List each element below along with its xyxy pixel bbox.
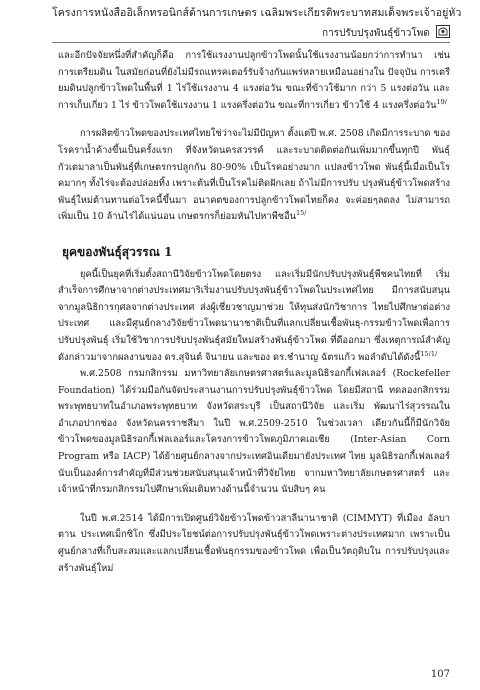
paragraph: ในปี พ.ศ.2514 ได้มีการเปิดศูนย์วิจัยข้าวโพดข้าวสาลีนานาชาติ (CIMMYT) ที่เมือง อัลบาตาน ประเทศเม็กซิโก ซึ่งมีประโยชน์ต่อการปรับปรุงพันธุ์ข้าวโพดเพราะต่างประเทศมาก เพราะเป็นศูนย์กลางที่เก็บสะสมและแลกเปลี่ยนเชื้อพันธุกรรมของข้าวโพด เพื่อเป็นวัตถุดิบใน การปรับปรุงและสร้างพันธุ์ใหม่: [58, 512, 450, 574]
paragraph: พ.ศ.2508 กรมกสิกรรม มหาวิทยาลัยเกษตรศาสตร์และมูลนิธิรอกกี้เฟลเลอร์ (Rockefeller Foundation) ได้ร่วมมือกันจัดประสานงานการปรับปรุงพันธุ์ข้าวโพด โดยมีสถานี ทดลองกสิกรรมพระพุทธบาทในอำเภอพระพุทธบาท จังหวัดสระบุรี เป็นสถานีวิจัย และเริ่ม พัฒนาไร่สุวรรณในอำเภอปากช่อง จังหวัดนครราชสีมา ในปี พ.ศ.2509-2510 ในช่วงเวลา เดียวกันนี้ก็มีนักวิจัยข้าวโพดของมูลนิธิรอกกี้เฟลเลอร์และโครงการข้าวโพดภูมิภาคเอเชีย (Inter-Asian Corn Program หรือ IACP) ได้ย้ายศูนย์กลางจากประเทศอินเดียมายังประเทศ ไทย มูลนิธิรอกกี้เฟลเลอร์นับเป็นองค์การสำคัญที่มีส่วนช่วยสนับสนุนเจ้าหน้าที่วิจัยไทย จากมหาวิทยาลัยเกษตรศาสตร์ และเจ้าหน้าที่กรมกสิกรรมไปศึกษาเพิ่มเติมทางด้านนี้จำนวน นับสิบๆ คน: [58, 368, 450, 496]
page-body: [58, 48, 450, 577]
paragraph: การผลิตข้าวโพดของประเทศไทยใช่ว่าจะไม่มีปัญหา ตั้งแต่ปี พ.ศ. 2508 เกิดมีการระบาด ของโรคราน้ำค้างขึ้นเป็นครั้งแรก ที่จังหวัดนครสวรรค์ และระบาดติดต่อกันเพิ่มมากขึ้นทุกปี พันธุ์กัวเตมาลาเป็นพันธุ์ที่เกษตรกรปลูกกัน 80-90% เป็นโรคอย่างมาก แปลงข้าวโพด พันธุ์นี้เมื่อเป็นโรคมากๆ ทั้งไร่จะต้องปล่อยทิ้ง เพราะต้นที่เป็นโรคไม่ติดฝักเลย ถ้าไม่มีการปรับ ปรุงพันธุ์ข้าวโพดสร้างพันธุ์ใหม่ต้านทานต่อโรคนี้ขึ้นมา อนาคตของการปลูกข้าวโพดไทยก็คง จะค่อยๆลดลง ไม่สามารถเพิ่มเป็น 10 ล้านไร่ได้แน่นอน เกษตรกรก็ย่อมหันไปหาพืชอื่น$^{15/}$: [58, 128, 450, 223]
page-number: 107: [430, 669, 450, 680]
footnote-ref: 15/: [296, 209, 307, 218]
section-heading: ยุคของพันธุ์สุวรรณ 1: [62, 244, 173, 259]
header-project-title: โครงการหนังสืออิเล็กทรอนิกส์ด้านการเกษตร เฉลิมพระเกียรติพระบาทสมเด็จพระเจ้าอยู่หัว: [52, 7, 462, 19]
royal-emblem-icon: [436, 25, 450, 38]
footnote-ref: 1/: [430, 349, 438, 358]
page-header: [52, 4, 462, 41]
header-book-title: [52, 25, 450, 41]
header-divider: [52, 42, 450, 43]
footnote-ref: 19/: [436, 97, 447, 106]
paragraph: และอีกปัจจัยหนึ่งที่สำคัญก็คือ การใช้แรงงานปลูกข้าวโพดนั้นใช้แรงงานน้อยกว่าการทำนา เช่นการเตรียมดิน ในสมัยก่อนที่ยังไม่มีรถแทรคเตอร์รับจ้างกันแพร่หลายเหมือนอย่างใน ปัจจุบัน การเตรียมดินปลูกข้าวโพดในพื้นที่ 1 ไร่ใช้แรงงาน 4 แรงต่อวัน ขณะที่ข้าวใช้มาก กว่า 5 แรงต่อวัน และการเก็บเกี่ยว 1 ไร่ ข้าวโพดใช้แรงงาน 1 แรงครึ่งต่อวัน ขณะที่การเกี่ยว ข้าวใช้ 4 แรงครึ่งต่อวัน$^{19/}$: [58, 50, 450, 111]
paragraph: ยุคนี้เป็นยุคที่เริ่มตั้งสถานีวิจัยข้าวโพดโดยตรง และเริ่มมีนักปรับปรุงพันธุ์พืชคนไทยที่ เริ่มสำเร็จการศึกษาจากต่างประเทศมาริเริ่มงานปรับปรุงพันธุ์ข้าวโพดในประเทศไทย มีการสนับสนุนจากมูลนิธิการกุศลจากต่างประเทศ ส่งผู้เชี่ยวชาญมาช่วย ให้ทุนส่งนักวิชาการ ไทยไปศึกษาต่อต่างประเทศ และมีศูนย์กลางวิจัยข้าวโพดนานาชาติเป็นที่แลกเปลี่ยนเชื้อพันธุ-กรรมข้าวโพดเพื่อการปรับปรุงพันธุ์ เริ่มใช้วิชาการปรับปรุงพันธุ์สมัยใหม่สร้างพันธุ์ข้าวโพด ที่ดีออกมา ซึ่งเหตุการณ์สำคัญดังกล่าวมาจากผลงานของ ดร.สุจินต์ จินายน และของ ดร.ชำนาญ ฉัตรแก้ว พอลำดับได้ดังนี้$^{15/1/}$: [58, 268, 450, 363]
header-book-title-text: การปรับปรุงพันธุ์ข้าวโพด: [322, 28, 430, 39]
footnote-ref: 15/: [420, 349, 431, 358]
